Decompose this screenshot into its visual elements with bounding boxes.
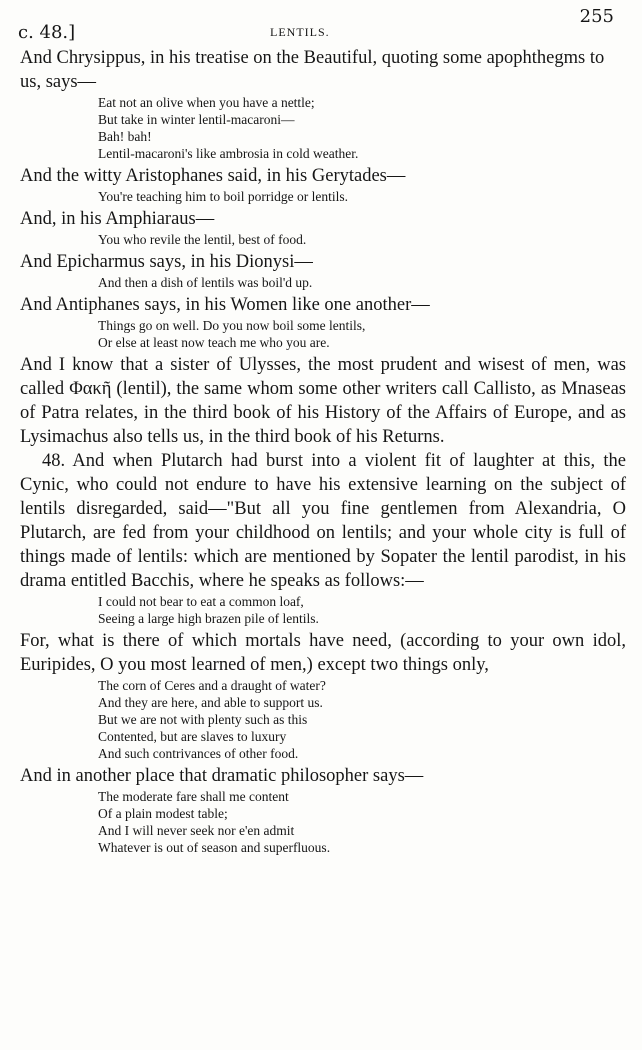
- verse-line: You're teaching him to boil porridge or lentils.: [98, 189, 349, 204]
- prose-paragraph: And the witty Aristophanes said, in his Gerytades—: [20, 166, 406, 186]
- verse-line: The corn of Ceres and a draught of water?: [98, 678, 326, 693]
- page-header: [0, 0, 642, 43]
- verse-quote: [98, 94, 626, 162]
- prose-paragraph: And Chrysippus, in his treatise on the Beautiful, quoting some apophthegms to us, says—: [20, 48, 605, 92]
- verse-line: Or else at least now teach me who you are.: [98, 335, 330, 350]
- verse-line: And then a dish of lentils was boil'd up.: [98, 275, 313, 290]
- verse-line: Seeing a large high brazen pile of lentils.: [98, 611, 319, 626]
- verse-line: And such contrivances of other food.: [98, 746, 299, 761]
- verse-line: Bah! bah!: [98, 129, 152, 144]
- verse-line: The moderate fare shall me content: [98, 789, 289, 804]
- verse-line: But we are not with plenty such as this: [98, 712, 308, 727]
- prose-paragraph: And in another place that dramatic philosopher says—: [20, 766, 424, 786]
- verse-line: I could not bear to eat a common loaf,: [98, 594, 304, 609]
- verse-line: Lentil-macaroni's like ambrosia in cold weather.: [98, 146, 359, 161]
- prose-paragraph: And Antiphanes says, in his Women like one another—: [20, 295, 430, 315]
- verse-quote: [98, 317, 626, 351]
- verse-quote: [98, 231, 626, 248]
- verse-line: Contented, but are slaves to luxury: [98, 729, 287, 744]
- prose-paragraph: And, in his Amphiaraus—: [20, 209, 215, 229]
- prose-paragraph: And I know that a sister of Ulysses, the most prudent and wisest of men, was called Φακῆ (lentil), the same whom some other writers call Callisto, as Mnaseas of Patra relates, in the third book of his History of the Affairs of Europe, and as Lysimachus also tells us, in the third book of his Returns.: [20, 355, 626, 447]
- verse-line: And they are here, and able to support us.: [98, 695, 323, 710]
- page-body: [20, 46, 626, 858]
- verse-quote: [98, 188, 626, 205]
- verse-quote: [98, 677, 626, 762]
- verse-quote: [98, 274, 626, 291]
- verse-line: Things go on well. Do you now boil some lentils,: [98, 318, 366, 333]
- verse-line: Eat not an olive when you have a nettle;: [98, 95, 315, 110]
- verse-line: Of a plain modest table;: [98, 806, 228, 821]
- verse-line: You who revile the lentil, best of food.: [98, 232, 307, 247]
- verse-line: Whatever is out of season and superfluous.: [98, 840, 331, 855]
- prose-paragraph: For, what is there of which mortals have need, (according to your own idol, Euripides, O you most learned of men,) except two things only,: [20, 631, 626, 675]
- verse-quote: [98, 788, 626, 856]
- running-title: LENTILS.: [270, 25, 330, 39]
- verse-line: And I will never seek nor e'en admit: [98, 823, 295, 838]
- section-marker: c. 48.]: [18, 22, 76, 43]
- chapter-48-paragraph: 48. And when Plutarch had burst into a violent fit of laughter at this, the Cynic, who could not endure to have his extensive learning on the subject of lentils disregarded, said—"But all you fine gentlemen from Alexandria, O Plutarch, are fed from your childhood on lentils; and your whole city is full of things made of lentils: which are mentioned by Sopater the lentil parodist, in his drama entitled Bacchis, where he speaks as follows:—: [20, 451, 626, 591]
- verse-line: But take in winter lentil-macaroni—: [98, 112, 295, 127]
- page-number: 255: [579, 6, 614, 27]
- verse-quote: [98, 593, 626, 627]
- prose-paragraph: And Epicharmus says, in his Dionysi—: [20, 252, 313, 272]
